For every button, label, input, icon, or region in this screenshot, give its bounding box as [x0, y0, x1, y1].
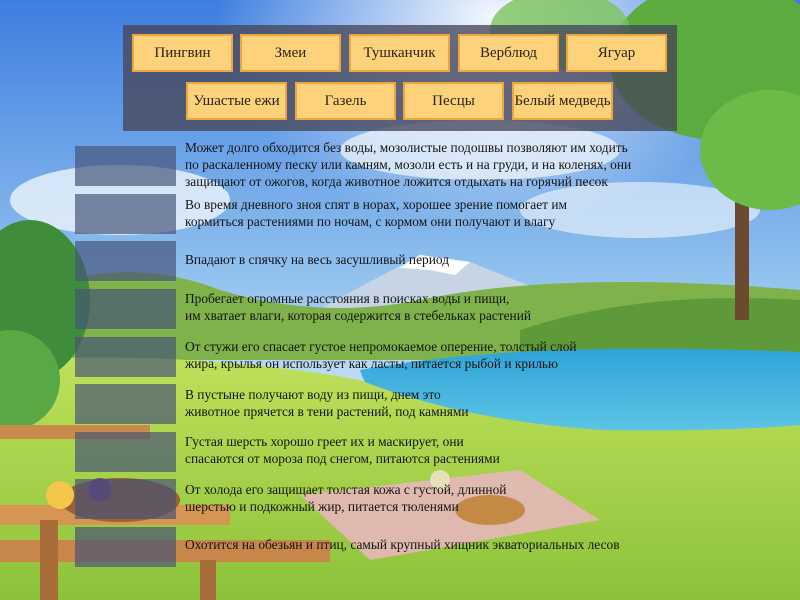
answer-chip-jerboa[interactable]: Тушканчик: [349, 34, 450, 72]
answer-slot-5[interactable]: [75, 337, 176, 377]
description-text: Впадают в спячку на весь засушливый период: [185, 252, 450, 267]
answer-slot-6[interactable]: [75, 384, 176, 424]
answer-chip-snakes[interactable]: Змеи: [240, 34, 341, 72]
description-text: Во время дневного зноя спят в норах, хорошее зрение помогает им кормиться растениями по ночам, с кормом они получают и влагу: [185, 197, 568, 229]
answer-slot-1[interactable]: [75, 146, 176, 186]
description-text: Охотится на обезьян и птиц, самый крупный хищник экваториальных лесов: [185, 537, 620, 552]
answer-chip-penguin[interactable]: Пингвин: [132, 34, 233, 72]
answer-slot-9[interactable]: [75, 527, 176, 567]
description-text: Может долго обходится без воды, мозолистые подошвы позволяют им ходить по раскаленному песку или камням, мозоли есть и на груди, и на коленях, они защищают от ожогов, когда животное ложится отдыхать на горячий песок: [185, 140, 632, 189]
description-text: От стужи его спасает густое непромокаемое оперение, толстый слой жира, крылья он использует как ласты, питается рыбой и крилью: [185, 339, 577, 371]
word-bank-panel: [123, 25, 677, 131]
answer-chip-arctic-foxes[interactable]: Песцы: [403, 82, 504, 120]
answer-chip-gazelle[interactable]: Газель: [295, 82, 396, 120]
answer-chip-polar-bear[interactable]: Белый медведь: [512, 82, 613, 120]
answer-chip-eared-hedgehogs[interactable]: Ушастые ежи: [186, 82, 287, 120]
answer-slot-8[interactable]: [75, 479, 176, 519]
description-text: Пробегает огромные расстояния в поисках воды и пищи, им хватает влаги, которая содержится в стебельках растений: [185, 291, 532, 323]
answer-slot-2[interactable]: [75, 194, 176, 234]
description-text: От холода его защищает толстая кожа с густой, длинной шерстью и подкожный жир, питается тюленями: [185, 482, 507, 514]
description-text: В пустыне получают воду из пищи, днем это животное прячется в тени растений, под камнями: [185, 387, 469, 419]
answer-slot-7[interactable]: [75, 432, 176, 472]
description-text: Густая шерсть хорошо греет их и маскирует, они спасаются от мороза под снегом, питаются растениями: [185, 434, 500, 466]
answer-slot-4[interactable]: [75, 289, 176, 329]
answer-slot-3[interactable]: [75, 241, 176, 281]
answer-chip-camel[interactable]: Верблюд: [458, 34, 559, 72]
answer-chip-jaguar[interactable]: Ягуар: [566, 34, 667, 72]
